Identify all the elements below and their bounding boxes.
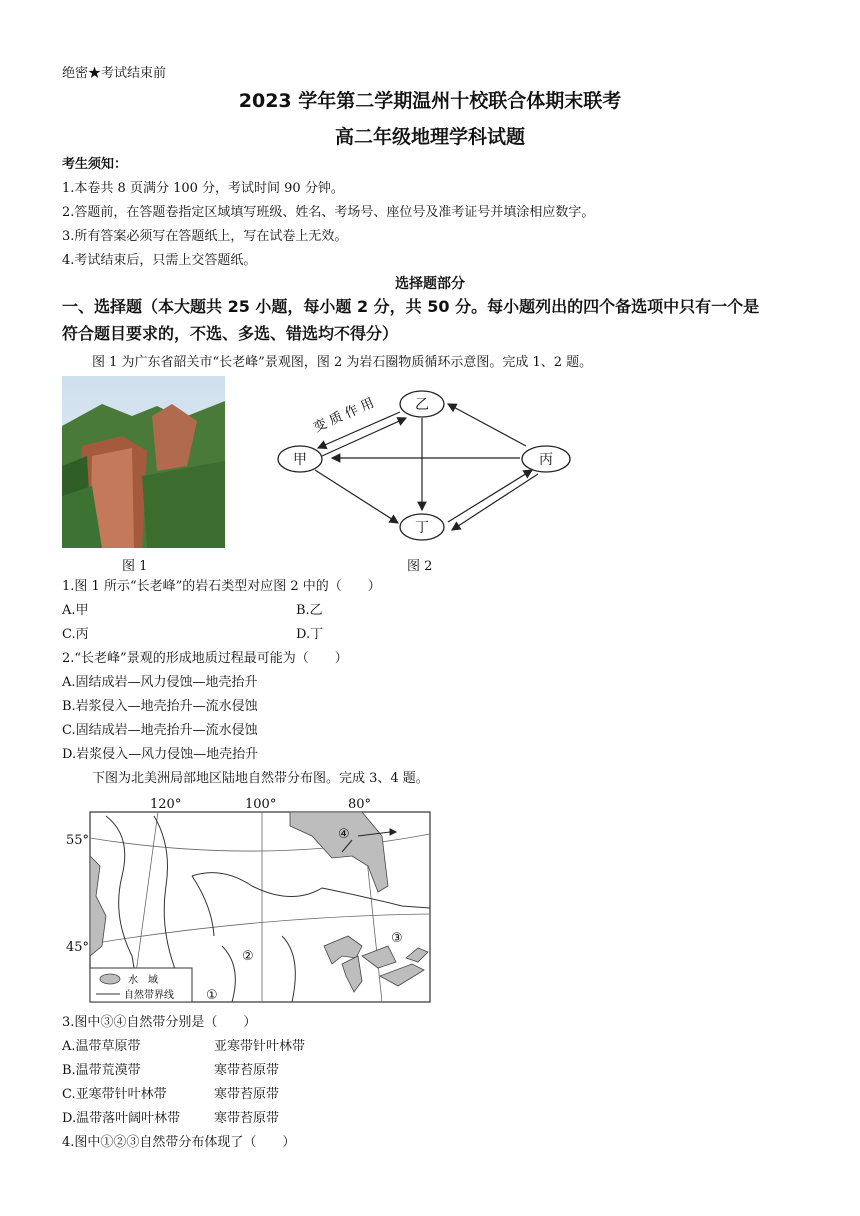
legend-water: 水 域 [128,975,158,986]
legend-boundary: 自然带界线 [124,990,174,1001]
confidential-mark: 绝密★考试结束前 [62,66,167,81]
part1-heading-cont: 符合题目要求的，不选、多选、错选均不得分） [62,324,399,343]
intro-q3-4: 下图为北美洲局部地区陆地自然带分布图。完成 3、4 题。 [92,771,429,786]
notice-heading: 考生须知： [62,157,128,172]
map-legend [90,968,192,1002]
q3-option-b-2: 寒带苔原带 [214,1063,280,1078]
node-ding: 丁 [415,520,429,536]
zone-marker-1: ① [206,988,218,1003]
arrow-label: 变 质 作 用 [311,395,377,436]
q2-stem: 2.“长老峰”景观的形成地质过程最可能为（ ） [62,651,348,666]
node-bing: 丙 [539,452,553,468]
node-jia: 甲 [293,452,307,468]
q1-option: D.丁 [296,627,324,642]
figure2-caption: 图 2 [407,559,433,574]
q2-option: D.岩浆侵入—风力侵蚀—地壳抬升 [62,747,259,762]
q3-stem: 3.图中③④自然带分别是（ ） [62,1015,257,1030]
q2-option: B.岩浆侵入—地壳抬升—流水侵蚀 [62,699,258,714]
q3-option-a: A.温带草原带 [62,1039,141,1054]
notice-item: 1.本卷共 8 页满分 100 分，考试时间 90 分钟。 [62,181,344,196]
notice-item: 2.答题前，在答题卷指定区域填写班级、姓名、考场号、座位号及准考证号并填涂相应数字。 [62,205,595,220]
section-title: 选择题部分 [395,276,465,292]
q2-option: A.固结成岩—风力侵蚀—地壳抬升 [62,675,258,690]
q1-option: A.甲 [62,603,89,618]
lat-label: 45° [66,940,90,955]
zone-marker-2: ② [242,949,254,964]
intro-q1-2: 图 1 为广东省韶关市“长老峰”景观图，图 2 为岩石圈物质循环示意图。完成 1、2 题。 [92,355,593,370]
q1-option: B.乙 [296,603,323,618]
exam-title: 2023 学年第二学期温州十校联合体期末联考 [238,90,622,112]
figure2-diagram [270,382,580,548]
lon-label: 80° [348,797,372,812]
exam-subtitle: 高二年级地理学科试题 [334,126,525,148]
zone-marker-3: ③ [391,931,403,946]
q2-option: C.固结成岩—地壳抬升—流水侵蚀 [62,723,258,738]
node-yi: 乙 [415,397,429,413]
zone-marker-4: ④ [338,827,350,842]
lat-label: 55° [66,833,90,848]
q3-option-b: B.温带荒漠带 [62,1063,141,1078]
north-america-map [62,796,436,1006]
notice-item: 4.考试结束后，只需上交答题纸。 [62,253,257,268]
figure1-caption: 图 1 [122,559,148,574]
lon-label: 120° [150,797,182,812]
q3-option-c: C.亚寒带针叶林带 [62,1087,167,1102]
q3-option-c-2: 寒带苔原带 [214,1087,280,1102]
q1-stem: 1.图 1 所示“长老峰”的岩石类型对应图 2 中的（ ） [62,579,381,594]
q4-stem: 4.图中①②③自然带分布体现了（ ） [62,1135,296,1150]
q3-option-d-2: 寒带苔原带 [214,1111,280,1126]
q3-option-a-2: 亚寒带针叶林带 [214,1039,306,1054]
part1-heading: 一、选择题（本大题共 25 小题，每小题 2 分，共 50 分。每小题列出的四个备选项中只有一个是 [62,297,760,316]
lon-label: 100° [245,797,277,812]
figure1-photo [62,376,225,548]
q3-option-d: D.温带落叶阔叶林带 [62,1111,181,1126]
q1-option: C.丙 [62,627,89,642]
notice-item: 3.所有答案必须写在答题纸上，写在试卷上无效。 [62,229,348,244]
